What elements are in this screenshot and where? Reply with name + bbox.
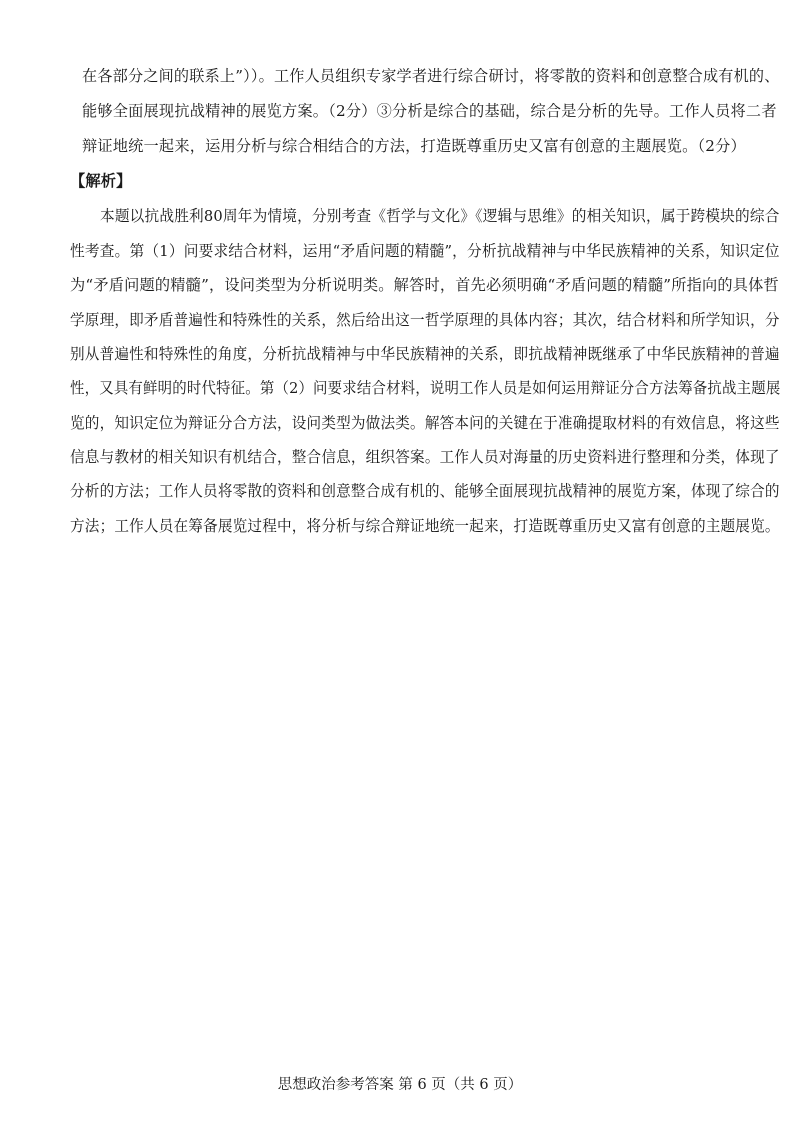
analysis-line-6: 性，又具有鲜明的时代特征。第（2）问要求结合材料，说明工作人员是如何运用辩证分合方法筹备抗战主题展 xyxy=(70,379,781,397)
analysis-line-2: 性考查。第（1）问要求结合材料，运用“矛盾问题的精髓”，分析抗战精神与中华民族精神的关系，知识定位 xyxy=(70,242,780,260)
analysis-line-9: 分析的方法；工作人员将零散的资料和创意整合成有机的、能够全面展现抗战精神的展览方案，体现了综合的 xyxy=(70,482,780,500)
analysis-line-1: 本题以抗战胜利80周年为情境，分别考查《哲学与文化》《逻辑与思维》的相关知识，属于跨模块的综合 xyxy=(100,207,780,225)
answer-line-1: 在各部分之间的联系上”））。工作人员组织专家学者进行综合研讨，将零散的资料和创意整合成有机的、 xyxy=(82,67,780,85)
analysis-line-10: 方法；工作人员在筹备展览过程中，将分析与综合辩证地统一起来，打造既尊重历史又富有创意的主题展览。 xyxy=(70,517,780,535)
analysis-line-7: 览的，知识定位为辩证分合方法，设问类型为做法类。解答本问的关键在于准确提取材料的有效信息，将这些 xyxy=(70,414,780,432)
analysis-line-3: 为“矛盾问题的精髓”，设问类型为分析说明类。解答时，首先必须明确“矛盾问题的精髓”所指向的具体哲 xyxy=(70,276,779,294)
analysis-heading: 【解析】 xyxy=(70,172,132,190)
page-footer: 思想政治参考答案 第 6 页（共 6 页） xyxy=(277,1077,523,1093)
analysis-line-4: 学原理，即矛盾普遍性和特殊性的关系，然后给出这一哲学原理的具体内容；其次，结合材料和所学知识，分 xyxy=(70,311,780,329)
analysis-line-5: 别从普遍性和特殊性的角度，分析抗战精神与中华民族精神的关系，即抗战精神既继承了中华民族精神的普遍 xyxy=(70,345,780,363)
answer-line-3: 辩证地统一起来，运用分析与综合相结合的方法，打造既尊重历史又富有创意的主题展览。（2分） xyxy=(82,137,746,155)
analysis-line-8: 信息与教材的相关知识有机结合，整合信息，组织答案。工作人员对海量的历史资料进行整理和分类，体现了 xyxy=(70,448,780,466)
answer-line-2: 能够全面展现抗战精神的展览方案。（2分）③分析是综合的基础，综合是分析的先导。工作人员将二者 xyxy=(82,102,777,120)
